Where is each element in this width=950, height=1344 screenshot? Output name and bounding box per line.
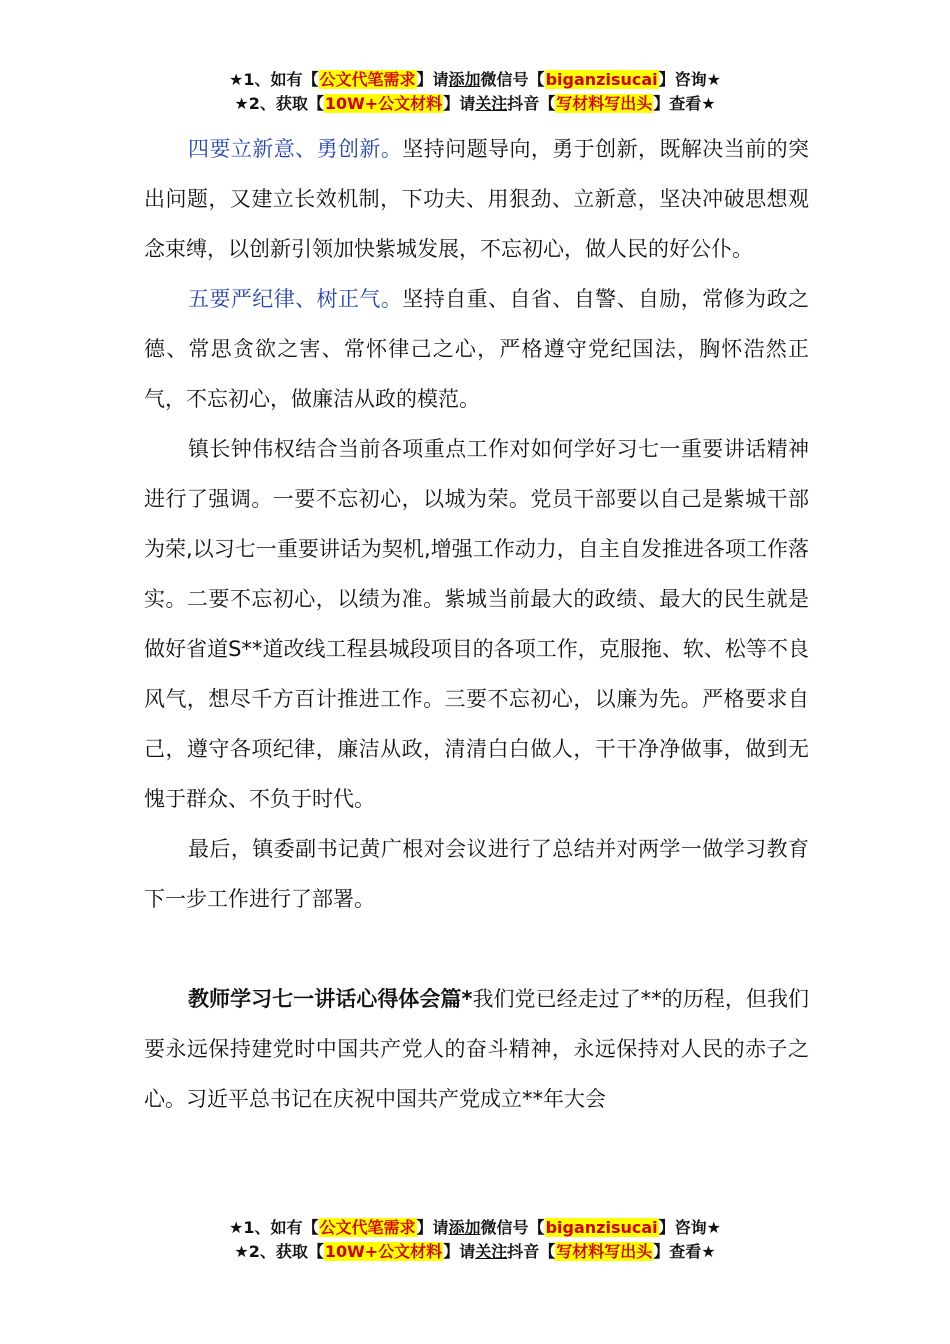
promo-banner-top (0, 68, 950, 116)
promo-banner-bottom (0, 1216, 950, 1264)
highlight-materials: 10W+公文材料 (324, 94, 443, 113)
highlight-douyin: 写材料写出头 (556, 94, 653, 113)
paragraph-summary: 最后，镇委副书记黄广根对会议进行了总结并对两学一做学习教育下一步工作进行了部署。 (144, 837, 809, 911)
paragraph-discipline: 五要严纪律、树正气。坚持自重、自省、自警、自励，常修为政之德、常思贪欲之害、常怀律己之心，严格遵守党纪国法，胸怀浩然正气，不忘初心，做廉洁从政的模范。 (144, 287, 810, 411)
promo-line-2: ★2、获取【10W+公文材料】请关注抖音【写材料写出头】查看★ (234, 94, 716, 113)
paragraph-lead: 五要严纪律、树正气。 (188, 287, 403, 311)
underlined-word: 关注 (475, 94, 508, 113)
highlight-materials: 10W+公文材料 (324, 1242, 443, 1261)
paragraph-mayor-speech: 镇长钟伟权结合当前各项重点工作对如何学好习七一重要讲话精神进行了强调。一要不忘初心，以城为荣。党员干部要以自己是紫城干部为荣,以习七一重要讲话为契机,增强工作动力，自主自发推进各项工作落实。二要不忘初心，以绩为准。紫城当前最大的政绩、最大的民生就是做好省道S**道改线工程县城段项目的各项工作，克服拖、软、松等不良风气，想尽千方百计推进工作。三要不忘初心，以廉为先。严格要求自己，遵守各项纪律，廉洁从政，清清白白做人，干干净净做事，做到无愧于群众、不负于时代。 (144, 437, 809, 811)
promo-line-1: ★1、如有【公文代笔需求】请添加微信号【biganzisucai】咨询★ (229, 70, 721, 89)
highlight-wechat-id: biganzisucai (545, 70, 658, 89)
highlight-service: 公文代笔需求 (319, 1218, 416, 1237)
promo-line-1: ★1、如有【公文代笔需求】请添加微信号【biganzisucai】咨询★ (229, 1218, 721, 1237)
highlight-douyin: 写材料写出头 (556, 1242, 653, 1261)
highlight-wechat-id: biganzisucai (545, 1218, 658, 1237)
underlined-word: 关注 (475, 1242, 508, 1261)
underlined-word: 添加 (448, 1218, 481, 1237)
document-body (144, 124, 809, 1124)
paragraph-teacher-essay: 教师学习七一讲话心得体会篇*我们党已经走过了**的历程，但我们要永远保持建党时中国共产党人的奋斗精神，永远保持对人民的赤子之心。习近平总书记在庆祝中国共产党成立**年大会 (144, 987, 809, 1111)
promo-line-2: ★2、获取【10W+公文材料】请关注抖音【写材料写出头】查看★ (234, 1242, 716, 1261)
section-title: 教师学习七一讲话心得体会篇* (188, 987, 473, 1011)
underlined-word: 添加 (448, 70, 481, 89)
spacer (144, 924, 809, 974)
paragraph-lead: 四要立新意、勇创新。 (188, 137, 403, 161)
paragraph-innovation: 四要立新意、勇创新。坚持问题导向，勇于创新，既解决当前的突出问题，又建立长效机制，下功夫、用狠劲、立新意，坚决冲破思想观念束缚，以创新引领加快紫城发展，不忘初心，做人民的好公仆。 (144, 137, 810, 261)
highlight-service: 公文代笔需求 (319, 70, 416, 89)
